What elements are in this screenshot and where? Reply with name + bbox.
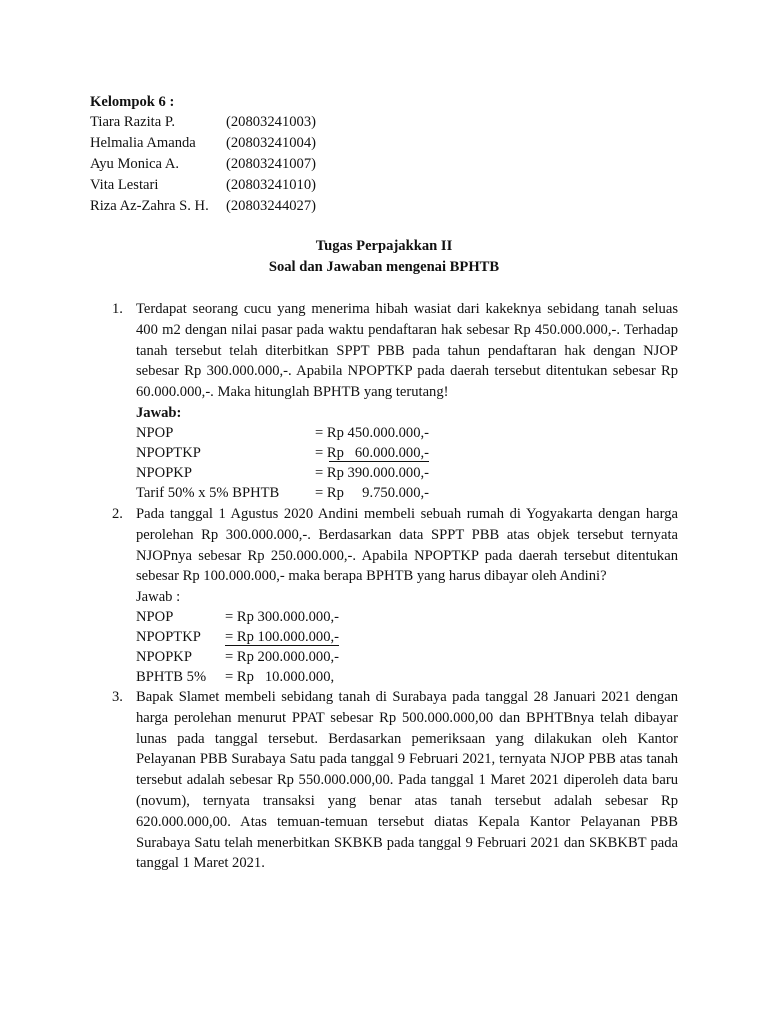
document-title: Tugas Perpajakkan II — [315, 238, 453, 254]
calc-value: = Rp 9.750.000,- — [315, 485, 430, 501]
calc-value — [315, 443, 429, 463]
member-nim: (20803244027) — [226, 198, 316, 214]
calc-value: = Rp 450.000.000,- — [315, 425, 430, 441]
question-text: Pada tanggal 1 Agustus 2020 Andini membeli sebuah rumah di Yogyakarta dengan harga perolehan Rp 300.000.000,-. Berdasarkan data SPPT PBB atas objek tersebut ternyata NJOPnya sebesar Rp 250.000.000,-. Apabila NPOPTKP pada daerah tersebut ditentukan sebesar Rp 100.000.000,- maka berapa BPHTB yang harus dibayar oleh Andini? — [136, 506, 678, 585]
question-number: 1. — [112, 301, 123, 317]
calc-value — [225, 627, 339, 647]
calc-value: = Rp 300.000.000,- — [225, 609, 340, 625]
answer-label: Jawab: — [136, 405, 182, 421]
calc-value: = Rp 200.000.000,- — [225, 649, 340, 665]
member-nim: (20803241003) — [226, 114, 316, 130]
calc-value-text: = Rp 100.000.000,- — [225, 629, 340, 645]
member-nim: (20803241004) — [226, 135, 316, 151]
answer-label: Jawab : — [136, 589, 181, 605]
calc-label: Tarif 50% x 5% BPHTB — [136, 485, 280, 501]
calc-label: NPOP — [136, 425, 174, 441]
member-name: Ayu Monica A. — [90, 156, 180, 172]
question-text: Terdapat seorang cucu yang menerima hibah wasiat dari kakeknya sebidang tanah seluas 400 m2 dengan nilai pasar pada waktu pendaftaran hak sebesar Rp 450.000.000,-. Terhadap tanah tersebut telah diterbitkan SPPT PBB pada tahun pendaftaran hak dengan NJOP sebesar Rp 300.000.000,-. Apabila NPOPTKP pada daerah tersebut ditentukan sebesar Rp 60.000.000,-. Maka hitunglah BPHTB yang terutang! — [136, 301, 678, 401]
sum-underline — [225, 645, 339, 646]
calc-label: NPOPKP — [136, 465, 192, 481]
calc-label: NPOP — [136, 609, 174, 625]
question-number: 2. — [112, 506, 123, 522]
calc-label: NPOPTKP — [136, 445, 201, 461]
member-name: Helmalia Amanda — [90, 135, 196, 151]
calc-label: NPOPTKP — [136, 629, 201, 645]
calc-label: NPOPKP — [136, 649, 192, 665]
question-number: 3. — [112, 689, 123, 705]
member-nim: (20803241007) — [226, 156, 316, 172]
calc-value: = Rp 390.000.000,- — [315, 465, 430, 481]
document-subtitle: Soal dan Jawaban mengenai BPHTB — [268, 259, 500, 275]
sum-underline — [329, 461, 429, 462]
member-name: Riza Az-Zahra S. H. — [90, 198, 209, 214]
question-text: Bapak Slamet membeli sebidang tanah di Surabaya pada tanggal 28 Januari 2021 dengan harga perolehan menurut PPAT sebesar Rp 500.000.000,00 dan BPHTBnya telah dibayar lunas pada tanggal tersebut. Berdasarkan pemeriksaan yang dilakukan oleh Kantor Pelayanan PBB Surabaya Satu pada tanggal 9 Februari 2021, ternyata NJOP PBB atas tanah tersebut adalah sebesar Rp 550.000.000,00. Pada tanggal 1 Maret 2021 diperoleh data baru (novum), ternyata transaksi yang benar atas tanah tersebut adalah sebesar Rp 620.000.000,00. Atas temuan-temuan tersebut diatas Kepala Kantor Pelayanan PBB Surabaya Satu telah menerbitkan SKBKB pada tanggal 9 Februari 2021 dan SKBKBT pada tanggal 1 Maret 2021. — [136, 689, 678, 872]
member-name: Vita Lestari — [90, 177, 159, 193]
member-nim: (20803241010) — [226, 177, 316, 193]
calc-value: = Rp 10.000.000, — [225, 669, 335, 685]
member-name: Tiara Razita P. — [90, 114, 175, 130]
calc-label: BPHTB 5% — [136, 669, 207, 685]
calc-value-text: = Rp 60.000.000,- — [315, 445, 430, 461]
group-title: Kelompok 6 : — [90, 94, 175, 110]
